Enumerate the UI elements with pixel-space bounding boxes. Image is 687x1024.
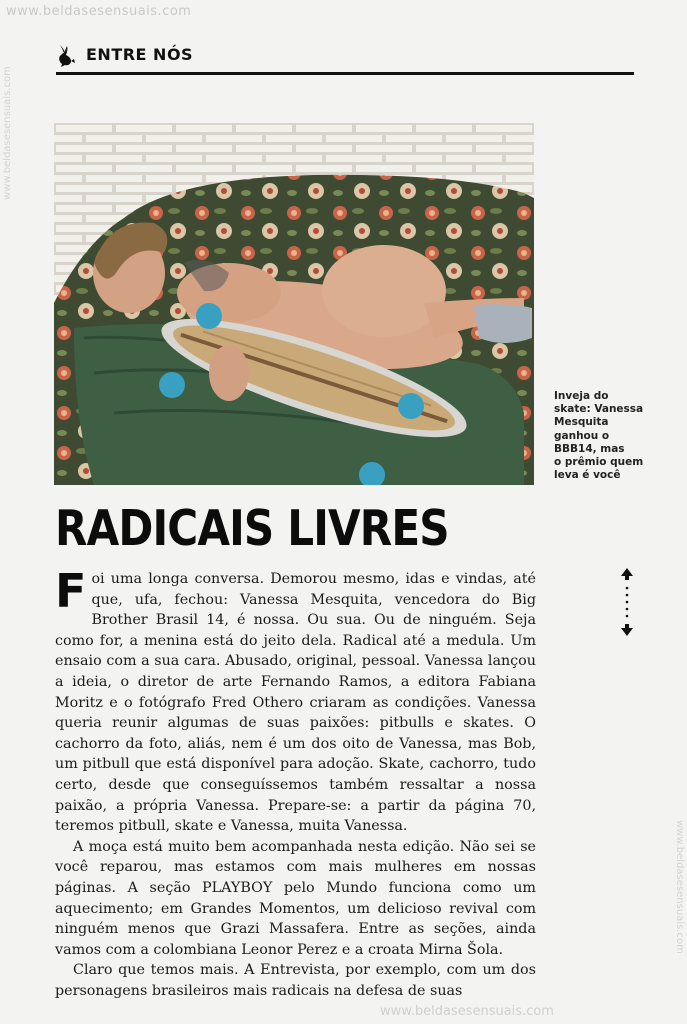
watermark-bottom: www.beldasesensuais.com bbox=[380, 1004, 554, 1019]
article-photo bbox=[54, 123, 534, 485]
article-headline: RADICAIS LIVRES bbox=[55, 500, 449, 557]
section-title: ENTRE NÓS bbox=[86, 45, 194, 64]
caption-line: ganhou o bbox=[554, 429, 610, 442]
header-divider bbox=[56, 72, 634, 75]
section-header bbox=[56, 44, 634, 74]
watermark-text: www.beldasesensuais.com bbox=[6, 4, 192, 19]
scroll-arrows-icon[interactable] bbox=[617, 566, 637, 638]
paragraph-text: oi uma longa conversa. Demorou mesmo, idas e vindas, até que, ufa, fechou: Vanessa Mesquita, vencedora do Big Brother Brasil 14, é nossa. Ou sua. Ou de ninguém. Seja como for, a menina está do jeito dela. Radical até a medula. Um ensaio com a sua cara. Abusado, original, pessoal. Vanessa lançou a ideia, o diretor de arte Fernando Ramos, a editora Fabiana Moritz e o fotógrafo Fred Othero criaram as condições. Vanessa queria reunir algumas de suas paixões: pitbulls e skates. O cachorro da foto, aliás, nem é um dos oito de Vanessa, mas Bob, um pitbull que está disponível para adoção. Skate, cachorro, tudo certo, desde que conseguíssemos também ressaltar a nossa paixão, a própria Vanessa. Prepare-se: a partir da página 70, teremos pitbull, skate e Vanessa, muita Vanessa. bbox=[55, 571, 536, 835]
article-paragraph: Claro que temos mais. A Entrevista, por exemplo, com um dos personagens brasileiros mais radicais na defesa de suas bbox=[55, 962, 536, 999]
photo-caption bbox=[554, 390, 664, 482]
playboy-bunny-icon bbox=[56, 44, 76, 68]
drop-cap: F bbox=[55, 564, 87, 618]
caption-line: leva é você bbox=[554, 469, 621, 482]
caption-line: Inveja do bbox=[554, 390, 609, 402]
article-paragraph: A moça está muito bem acompanhada nesta edição. Não sei se você reparou, mas estamos com mais mulheres em nossas páginas. A seção PLAYBOY pelo Mundo funciona como um aquecimento; em Grandes Momentos, um delicioso revival com ninguém menos que Grazi Massafera. Entre as seções, ainda vamos com a colombiana Leonor Perez e a croata Mirna Šola. bbox=[55, 838, 536, 958]
article-body bbox=[55, 564, 536, 1001]
photo-illustration bbox=[54, 123, 534, 485]
caption-line: BBB14, mas bbox=[554, 442, 625, 455]
caption-line: skate: Vanessa bbox=[554, 403, 644, 416]
caption-line: Mesquita bbox=[554, 416, 609, 429]
watermark-side-left: www.beldasesensuais.com bbox=[2, 66, 13, 200]
caption-line: o prêmio quem bbox=[554, 456, 644, 469]
watermark-side-right: www.beldasesensuais.com bbox=[674, 820, 685, 954]
article-paragraph bbox=[55, 564, 536, 837]
